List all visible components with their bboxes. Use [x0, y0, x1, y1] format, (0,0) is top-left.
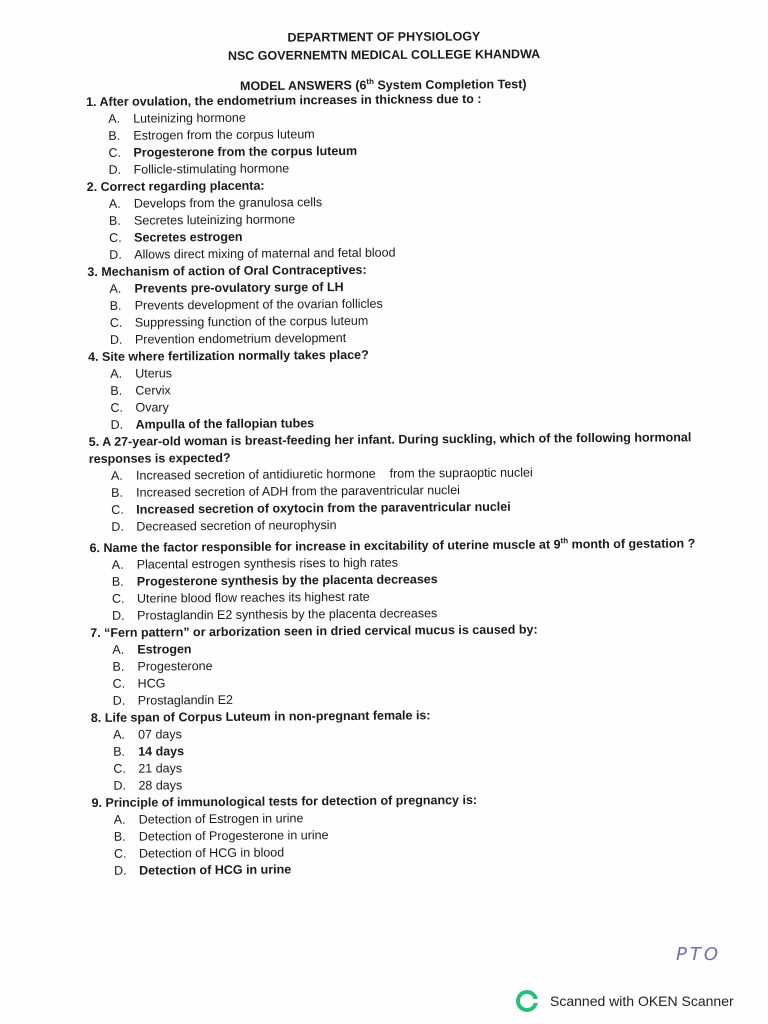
- option-text: Secretes luteinizing hormone: [133, 212, 296, 228]
- question-text: 8. Life span of Corpus Luteum in non-pregnant female is:: [90, 708, 431, 726]
- option-letter: C.: [109, 315, 123, 330]
- option-text: Cervix: [135, 383, 171, 398]
- option-text: Detection of Progesterone in urine: [138, 828, 329, 844]
- question-text-prefix: 6. Name the factor responsible for increase in excitability of uterine muscle at 9: [89, 537, 561, 556]
- option-letter: A.: [109, 281, 122, 296]
- option-text: 21 days: [138, 761, 183, 776]
- option-letter: A.: [110, 366, 123, 381]
- option-letter: C.: [111, 502, 124, 517]
- question-text-suffix: month of gestation ?: [568, 536, 696, 552]
- document-header: [0, 26, 768, 67]
- question-text: 4. Site where fertilization normally takes place?: [88, 347, 369, 364]
- option-text: Prevention endometrium development: [134, 330, 347, 347]
- option-letter: D.: [110, 417, 124, 432]
- option-text: Estrogen from the corpus luteum: [133, 127, 315, 143]
- option-text: Decreased secretion of neurophysin: [136, 518, 337, 534]
- scanner-watermark: [516, 990, 734, 1012]
- option-letter: B.: [113, 744, 126, 759]
- question-list: [86, 89, 742, 880]
- option-text: Prevents pre-ovulatory surge of LH: [134, 279, 344, 296]
- option-text: Develops from the granulosa cells: [133, 195, 323, 211]
- option-letter: C.: [111, 591, 125, 606]
- option-letter: B.: [108, 213, 121, 228]
- option-text: 28 days: [138, 778, 183, 793]
- option-text: Prostaglandin E2: [137, 693, 234, 708]
- option-text: Suppressing function of the corpus luteum: [134, 313, 369, 330]
- option-letter: A.: [111, 557, 124, 572]
- scanner-watermark-text: Scanned with OKEN Scanner: [550, 993, 734, 1009]
- option-text: Increased secretion of ADH from the paraventricular nuclei: [136, 483, 460, 500]
- option-text: Placental estrogen synthesis rises to high rates: [136, 555, 398, 572]
- option-text: Ampulla of the fallopian tubes: [135, 416, 315, 432]
- option-letter: C.: [110, 400, 124, 415]
- college-title: NSC GOVERNEMTN MEDICAL COLLEGE KHANDWA: [227, 47, 541, 63]
- option-letter: D.: [112, 608, 125, 623]
- option-letter: A.: [110, 468, 123, 483]
- option-letter: D.: [108, 162, 122, 177]
- question-text: 7. “Fern pattern” or arborization seen in dried cervical mucus is caused by:: [90, 622, 538, 641]
- option-letter: C.: [112, 676, 126, 691]
- question-text: 5. A 27-year-old woman is breast-feeding her infant. During suckling, which of the following hormonal responses is expected?: [88, 430, 692, 466]
- question-text: 9. Principle of immunological tests for detection of pregnancy is:: [91, 793, 478, 811]
- option-letter: B.: [109, 298, 122, 313]
- option-text: Uterine blood flow reaches its highest rate: [136, 589, 370, 606]
- question-text: 2. Correct regarding placenta:: [86, 178, 265, 194]
- option-letter: A.: [112, 727, 125, 742]
- question-1: [86, 89, 737, 179]
- option-text: HCG: [137, 676, 166, 691]
- option-text: Detection of HCG in blood: [138, 845, 285, 861]
- option-letter: B.: [108, 128, 121, 143]
- option-letter: D.: [113, 778, 126, 793]
- option-text: Progesterone: [137, 659, 213, 674]
- option-text: 07 days: [137, 727, 182, 742]
- question-7: [90, 620, 741, 710]
- option-d-correct-answer: [114, 858, 742, 880]
- option-text: Ovary: [135, 400, 169, 415]
- test-title-suffix: System Completion Test): [373, 77, 527, 93]
- question-text: 1. After ovulation, the endometrium increases in thickness due to :: [86, 91, 482, 109]
- option-letter: B.: [111, 574, 124, 589]
- option-text: Progesterone from the corpus luteum: [133, 143, 358, 160]
- option-letter: D.: [114, 863, 127, 878]
- test-title-prefix: MODEL ANSWERS (6: [239, 78, 367, 94]
- option-letter: C.: [113, 761, 126, 776]
- option-letter: B.: [113, 829, 126, 844]
- option-text: Follicle-stimulating hormone: [133, 161, 290, 177]
- question-text-superscript: th: [560, 536, 569, 546]
- option-letter: D.: [112, 693, 126, 708]
- option-text: Prostaglandin E2 synthesis by the placenta decreases: [137, 606, 438, 623]
- option-letter: C.: [113, 846, 127, 861]
- option-letter: D.: [111, 519, 124, 534]
- option-text: Secretes estrogen: [134, 229, 243, 245]
- test-title-superscript: th: [366, 77, 374, 87]
- option-letter: A.: [113, 812, 126, 827]
- option-text: Prevents development of the ovarian follicles: [134, 296, 383, 313]
- option-letter: B.: [112, 659, 125, 674]
- option-letter: D.: [109, 247, 122, 262]
- question-2: [87, 174, 738, 264]
- option-letter: C.: [108, 145, 122, 160]
- option-text: Detection of HCG in urine: [139, 862, 292, 878]
- option-text: Estrogen: [137, 642, 192, 657]
- option-letter: A.: [108, 111, 121, 126]
- question-6: [89, 531, 740, 625]
- option-text: Increased secretion of antidiuretic hormone from the supraoptic nuclei: [135, 465, 533, 483]
- question-3: [87, 259, 738, 349]
- option-text: Allows direct mixing of maternal and fetal blood: [134, 245, 396, 262]
- option-letter: C.: [109, 230, 122, 245]
- department-title: DEPARTMENT OF PHYSIOLOGY: [287, 29, 481, 45]
- question-5: [89, 429, 740, 536]
- option-text: Luteinizing hormone: [133, 110, 246, 126]
- option-letter: B.: [110, 383, 123, 398]
- option-text: Detection of Estrogen in urine: [138, 811, 304, 827]
- question-4: [88, 344, 739, 434]
- option-letter: A.: [112, 642, 125, 657]
- option-text: 14 days: [138, 744, 185, 759]
- handwritten-pto-note: PTO: [676, 944, 722, 965]
- oken-scanner-logo-icon: [516, 990, 538, 1012]
- question-8: [91, 705, 742, 795]
- option-text: Increased secretion of oxytocin from the paraventricular nuclei: [136, 499, 511, 517]
- question-9: [92, 790, 743, 880]
- option-letter: D.: [109, 332, 123, 347]
- option-text: Uterus: [135, 366, 173, 381]
- option-letter: B.: [111, 485, 124, 500]
- option-text: Progesterone synthesis by the placenta decreases: [136, 572, 438, 589]
- question-text: 3. Mechanism of action of Oral Contraceptives:: [87, 262, 367, 279]
- option-letter: A.: [108, 196, 121, 211]
